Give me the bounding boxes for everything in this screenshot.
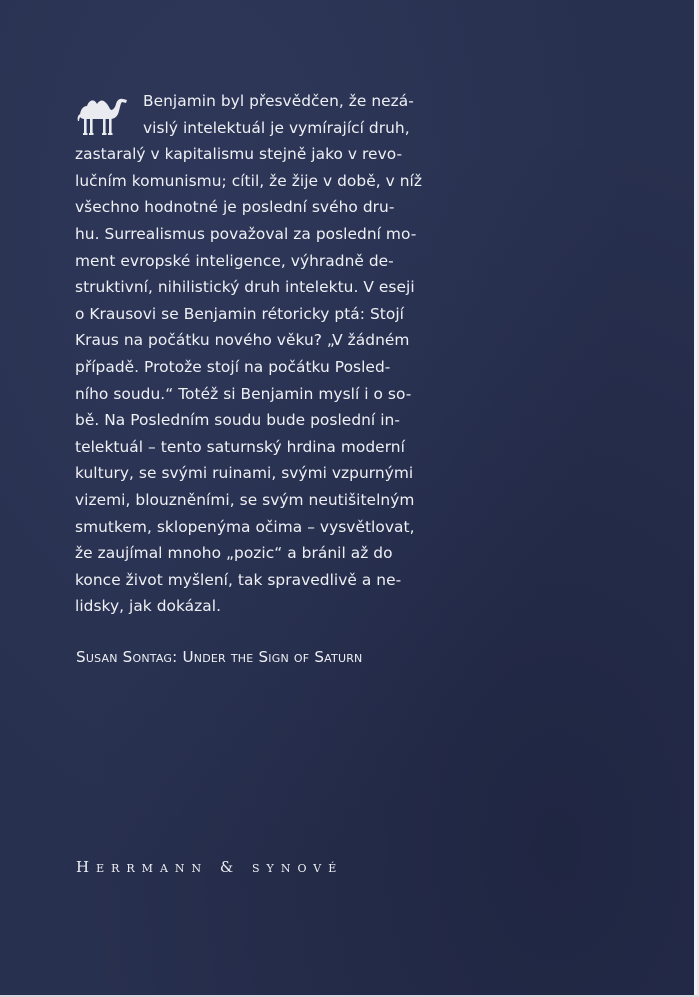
page-edge: [694, 0, 697, 995]
quote-line: smutkem, sklopenýma očima – vysvětlovat,: [75, 517, 415, 536]
quote-line: všechno hodnotné je poslední svého dru-: [75, 198, 395, 217]
quote-line: zastaralý v kapitalismu stejně jako v revo-: [75, 145, 403, 164]
quote-line: že zaujímal mnoho „pozic“ a bránil až do: [75, 544, 393, 563]
quote-line: konce život myšlení, tak spravedlivě a ne-: [75, 570, 402, 589]
quote-line: případě. Protože stojí na počátku Posled-: [75, 357, 391, 376]
quote-attribution: Susan Sontag: Under the Sign of Saturn: [76, 648, 363, 666]
quote-text: [75, 88, 455, 620]
quote-line: bě. Na Posledním soudu bude poslední in-: [75, 411, 400, 430]
quote-line: Kraus na počátku nového věku? „V žádném: [75, 331, 410, 350]
quote-line: vizemi, blouzněními, se svým neutišitelným: [75, 490, 415, 509]
quote-line: vislý intelektuál je vymírající druh,: [143, 118, 410, 137]
quote-line: Benjamin byl přesvědčen, že nezá-: [143, 92, 414, 110]
quote-line: lidsky, jak dokázal.: [75, 597, 222, 616]
quote-line: lučním komunismu; cítil, že žije v době, v níž: [75, 171, 422, 190]
publisher-name: Herrmann & synové: [76, 858, 344, 876]
quote-line: kultury, se svými ruinami, svými vzpurnými: [75, 464, 414, 483]
quote-line: ment evropské inteligence, výhradně de-: [75, 251, 394, 270]
quote-line: struktivní, nihilistický druh intelektu. V eseji: [75, 278, 415, 297]
quote-line: o Krausovi se Benjamin rétoricky ptá: Stojí: [75, 304, 404, 323]
quote-line: ního soudu.“ Totéž si Benjamin myslí i o so-: [75, 384, 412, 403]
quote-line: hu. Surrealismus považoval za poslední mo-: [75, 224, 417, 243]
quote-line: telektuál – tento saturnský hrdina moderní: [75, 437, 405, 456]
